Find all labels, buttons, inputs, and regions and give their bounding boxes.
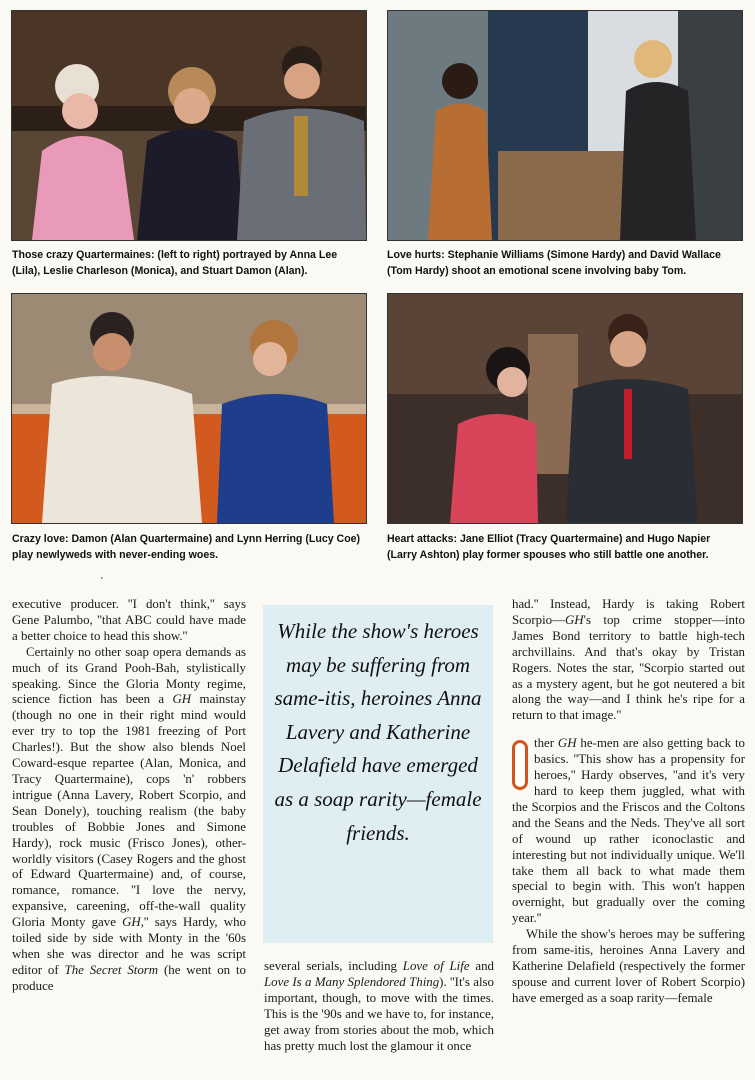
page-marker: ' [101,576,103,587]
paragraph: While the show's heroes may be suffering from same-itis, heroines Anna Lavery and Katherine Delafield (respectively the former spouse and current lover of Robert Scorpio) have emerged as a soap rarity—female [512,927,745,1005]
body-column-3 [512,597,745,1007]
caption-photo-4: Heart attacks: Jane Elliot (Tracy Quartermaine) and Hugo Napier (Larry Ashton) play former spouses who still battle one another. [387,533,711,561]
caption-photo-2: Love hurts: Stephanie Williams (Simone Hardy) and David Wallace (Tom Hardy) shoot an emotional scene involving baby Tom. [387,249,721,277]
paragraph: ther GH he-men are also getting back to basics. ''This show has a propensity for heroes,'' Hardy observes, ''and it's very hard to keep them juggled, what with the Scorpios and the Friscos and the Coltons and the Seans and the Neds. They've all sort of wound up rather iconoclastic and interesting but not individually unique. We'll take them all back to what made them special to begin with. This won't happen overnight, but gradually over the coming year.'' [512,736,745,926]
caption-photo-1: Those crazy Quartermaines: (left to right) portrayed by Anna Lee (Lila), Leslie Charleson (Monica), and Stuart Damon (Alan). [12,249,338,277]
photo-heart-attacks [387,293,743,524]
caption-photo-3: Crazy love: Damon (Alan Quartermaine) and Lynn Herring (Lucy Coe) play newlyweds with never-ending woes. [12,533,361,561]
pull-quote-box [263,605,493,943]
paragraph: executive producer. ''I don't think,'' says Gene Palumbo, ''that ABC could have made a better choice to head this show.'' [12,597,246,643]
paragraph: several serials, including Love of Life and Love Is a Many Splendored Thing). ''It's also important, though, to move with the times. This is the '90s and we have to, for instance, get away from stories about the mob, which has pretty much lost the glamour it once [264,959,494,1053]
paragraph: Certainly no other soap opera demands as much of its Grand Pooh-Bah, stylistically speaking. Since the Gloria Monty regime, science fiction has been a GH mainstay (though no one in their right mind would ever try to top the 1981 freezing of Port Charles!). But the show also blends Noel Coward-esque repartee (Alan, Monica, and Tracy Quartermaine), cops 'n' robbers intrigue (Anna Lavery, Robert Scorpio, and Sean Donely), touching realism (the baby troubles of Bobbie Jones and Simone Hardy), rock music (Frisco Jones), other-worldly visitors (Casey Rogers and the ghost of Edward Quartermaine) and, of course, romance, romance. ''I love the nervy, expansive, careening, off-the-wall quality Gloria Monty gave GH,'' says Hardy, who toiled side by side with Monty in the '60s when she was director and he was script editor of The Secret Storm (he went on to produce [12,644,246,993]
body-column-1 [12,597,246,995]
photo-quartermaines [11,10,367,241]
photo-hardys [387,10,743,241]
pull-quote: While the show's heroes may be suffering from same-itis, heroines Anna Lavery and Katherine Delafield have emerged as a soap rarity—female friends. [274,619,482,845]
dropcap-o-icon [512,740,528,790]
paragraph: had.'' Instead, Hardy is taking Robert Scorpio—GH's top crime stopper—into James Bond territory to battle high-tech archvillains. And that's okay by Tristan Rogers. Notes the star, ''Scorpio started out as a mystery agent, but he got neutered a bit along the way—and I think he's ripe for a return to that image.'' [512,597,745,723]
body-column-2 [264,959,494,1054]
photo-crazy-love [11,293,367,524]
